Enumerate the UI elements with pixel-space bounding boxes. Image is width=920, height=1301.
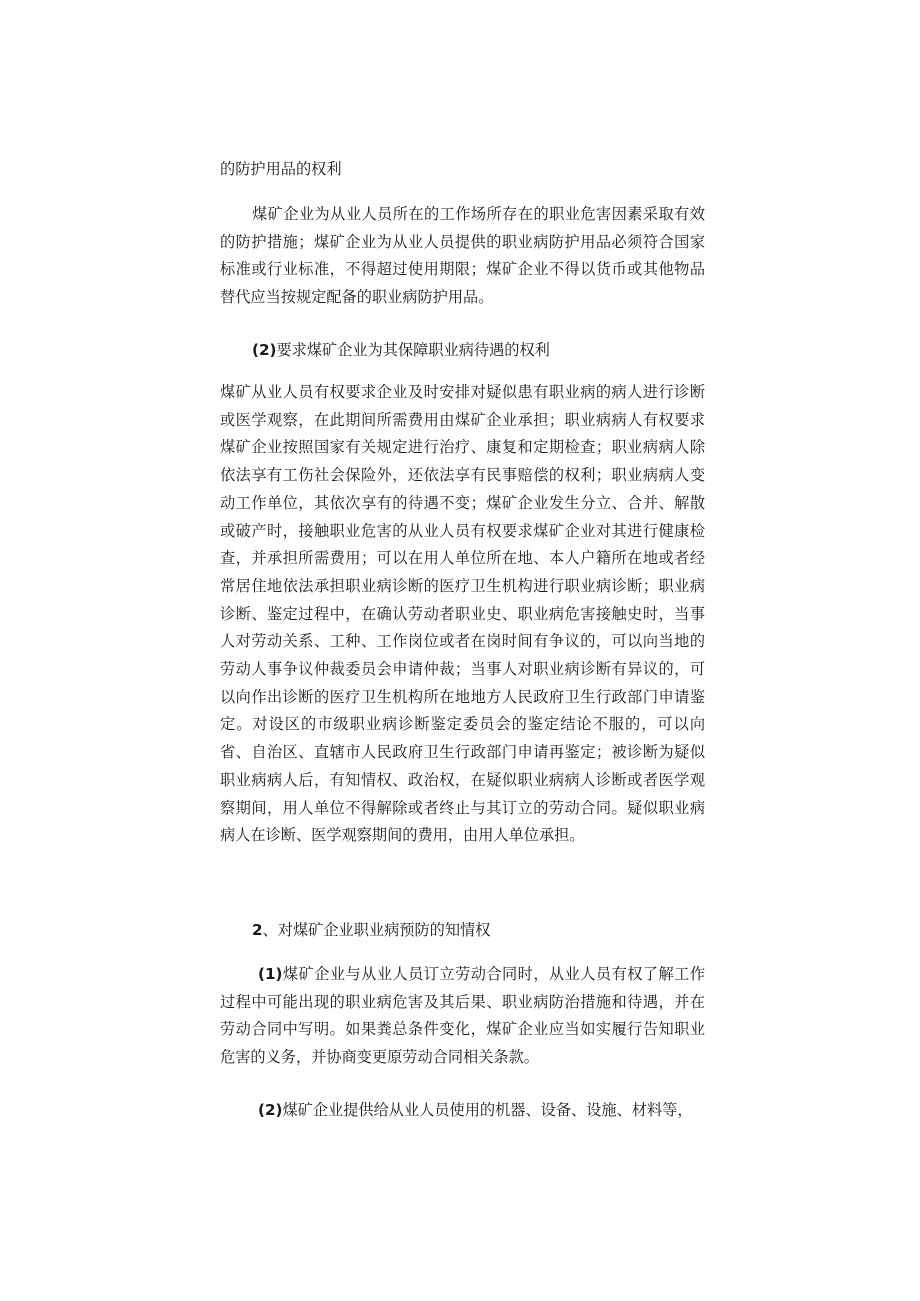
subheading-text: 要求煤矿企业为其保障职业病待遇的权利 xyxy=(276,341,550,359)
paragraph-equipment xyxy=(220,1097,705,1125)
heading-number: 2 xyxy=(252,921,263,939)
paragraph-protection-measures: 煤矿企业为从业人员所在的工作场所存在的职业危害因素采取有效的防护措施；煤矿企业为从业人员提供的职业病防护用品必须符合国家标准或行业标准，不得超过使用期限；煤矿企业不得以货币或其他物品替代应当按规定配备的职业病防护用品。 xyxy=(220,205,705,307)
subheading-occupational-disease-treatment xyxy=(220,337,705,365)
heading-text: 、对煤矿企业职业病预防的知情权 xyxy=(262,921,491,939)
item-number: (2) xyxy=(258,1101,283,1119)
heading-right-to-know xyxy=(220,917,705,945)
item-text: 煤矿企业与从业人员订立劳动合同时，从业人员有权了解工作过程中可能出现的职业病危害及其后果、职业病防治措施和待遇，并在劳动合同中写明。如果粪总条件变化，煤矿企业应当如实履行告知职业危害的义务，并协商变更原劳动合同相关条款。 xyxy=(220,965,705,1067)
subheading-number: (2) xyxy=(252,341,277,359)
paragraph-continuation: 的防护用品的权利 xyxy=(220,160,342,178)
paragraph-treatment-rights: 煤矿从业人员有权要求企业及时安排对疑似患有职业病的病人进行诊断或医学观察，在此期间所需费用由煤矿企业承担；职业病病人有权要求煤矿企业按照国家有关规定进行治疗、康复和定期检查；职业病病人除依法享有工伤社会保险外，还依法享有民事赔偿的权利；职业病病人变动工作单位，其依次享有的待遇不变；煤矿企业发生分立、合并、解散或破产时，接触职业危害的从业人员有权要求煤矿企业对其进行健康检查，并承担所需费用；可以在用人单位所在地、本人户籍所在地或者经常居住地依法承担职业病诊断的医疗卫生机构进行职业病诊断；职业病诊断、鉴定过程中，在确认劳动者职业史、职业病危害接触史时，当事人对劳动关系、工种、工作岗位或者在岗时间有争议的，可以向当地的劳动人事争议仲裁委员会申请仲裁；当事人对职业病诊断有异议的，可以向作出诊断的医疗卫生机构所在地地方人民政府卫生行政部门申请鉴定。对设区的市级职业病诊断鉴定委员会的鉴定结论不服的，可以向省、自治区、直辖市人民政府卫生行政部门申请再鉴定；被诊断为疑似职业病病人后，有知情权、政治权，在疑似职业病病人诊断或者医学观察期间，用人单位不得解除或者终止与其订立的劳动合同。疑似职业病病人在诊断、医学观察期间的费用，由用人单位承担。 xyxy=(220,383,705,845)
paragraph-labor-contract xyxy=(220,961,705,1072)
item-text: 煤矿企业提供给从业人员使用的机器、设备、设施、材料等， xyxy=(282,1101,693,1119)
item-number: (1) xyxy=(258,965,283,983)
